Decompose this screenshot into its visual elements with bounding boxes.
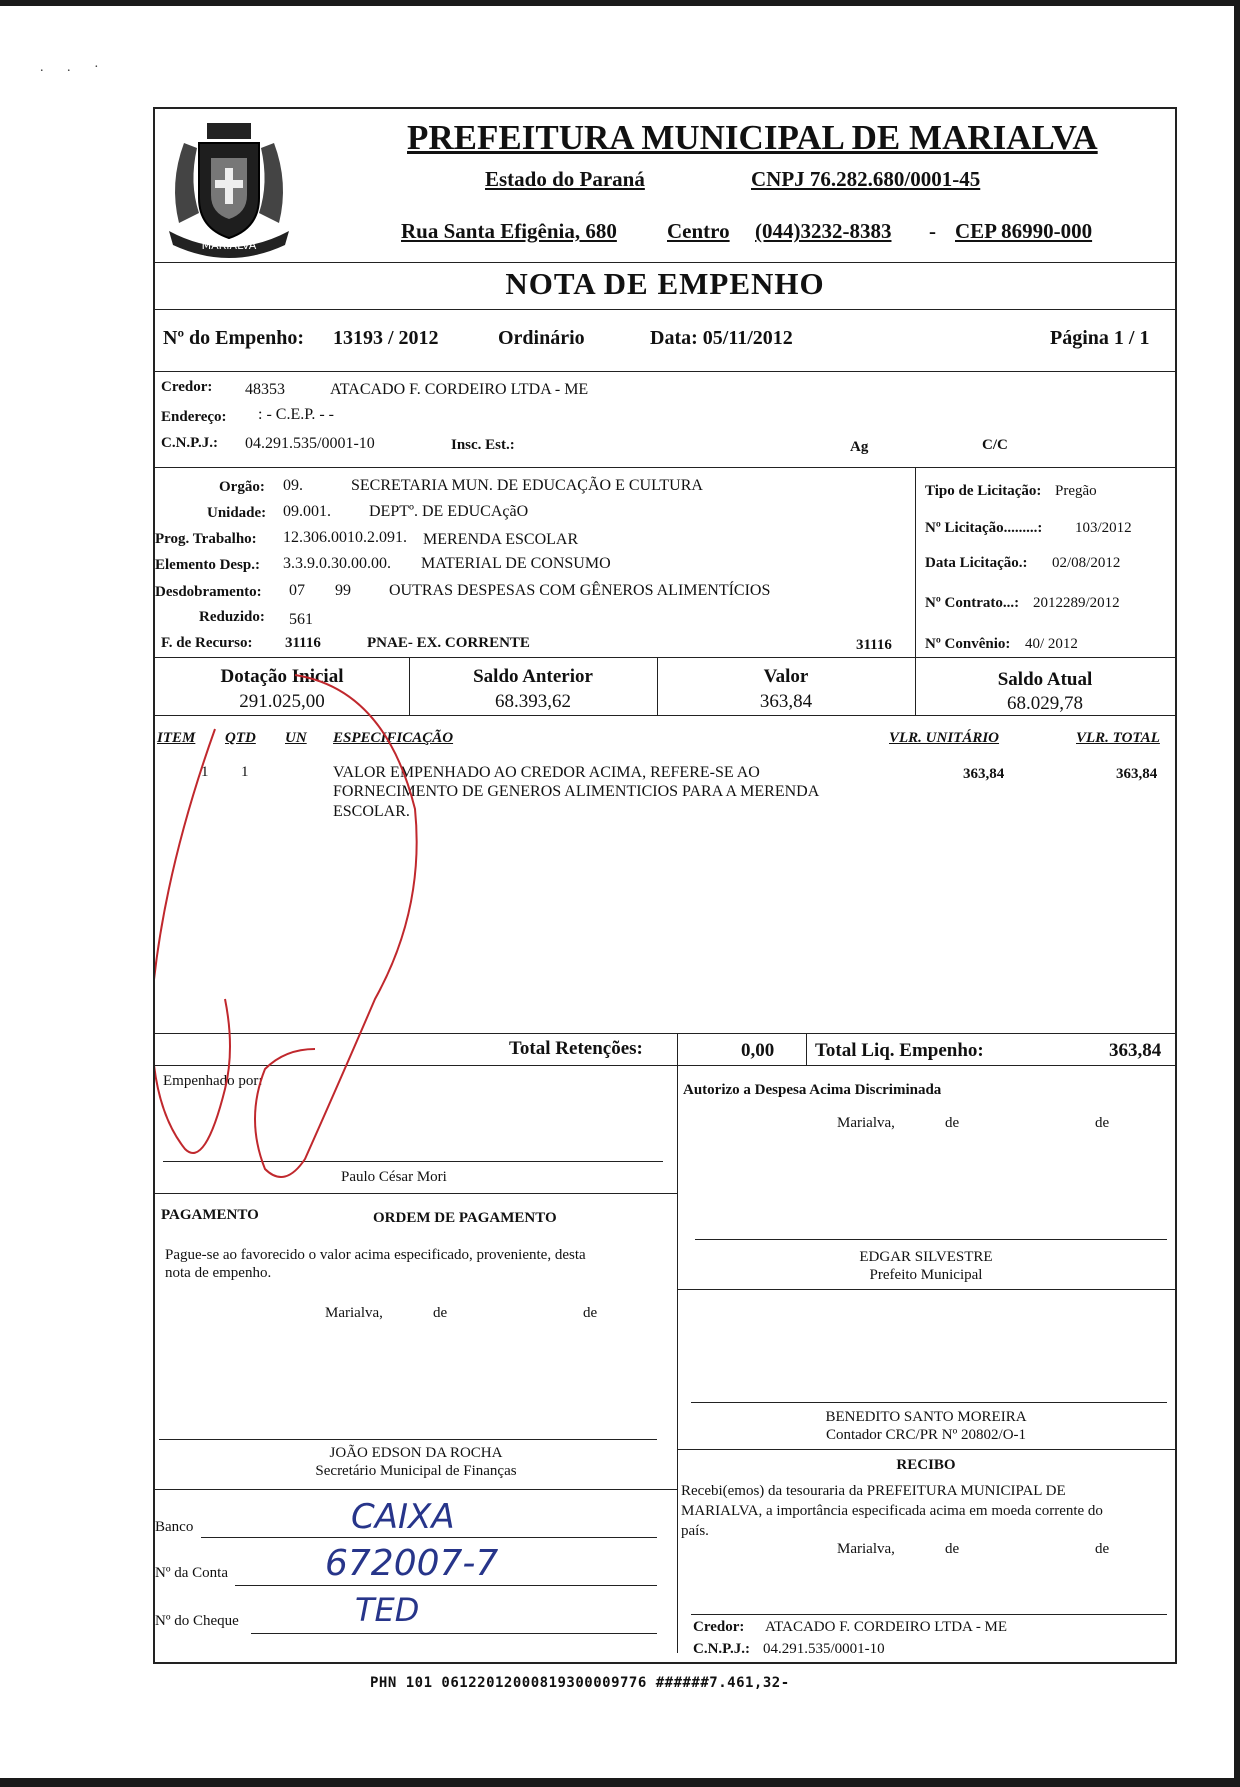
empenho-date: Data: 05/11/2012 — [650, 327, 793, 349]
col-qtd: QTD — [225, 730, 256, 746]
recibo-line1: Recebi(emos) da tesouraria da PREFEITURA MUNICIPAL DE — [681, 1483, 1066, 1499]
recurso-name: PNAE- EX. CORRENTE — [367, 635, 530, 651]
divider-vertical — [677, 1033, 678, 1653]
item-desc-line3: ESCOLAR. — [333, 803, 410, 820]
pagamento-city: Marialva, — [325, 1305, 383, 1321]
cnpj-label: C.N.P.J.: — [161, 435, 218, 451]
saldo-atual-value: 68.029,78 — [1007, 693, 1083, 714]
recibo-credor-name: ATACADO F. CORDEIRO LTDA - ME — [765, 1619, 1008, 1635]
elemento-label: Elemento Desp.: — [155, 557, 260, 573]
elemento-name: MATERIAL DE CONSUMO — [421, 555, 611, 572]
pagamento-de-2: de — [583, 1305, 598, 1321]
recibo-line2: MARIALVA, a importância especificada acima em moeda corrente do — [681, 1503, 1103, 1519]
empenho-label: Nº do Empenho: — [163, 327, 305, 349]
orgao-code: 09. — [283, 477, 303, 494]
empenhado-label: Empenhado por: — [163, 1073, 263, 1089]
header-cep: CEP 86990-000 — [955, 219, 1093, 243]
cc-label: C/C — [982, 437, 1008, 453]
pagamento-label: PAGAMENTO — [161, 1207, 259, 1223]
pagamento-text-line2: nota de empenho. — [165, 1265, 272, 1281]
signature-line — [695, 1239, 1167, 1240]
pagamento-de-1: de — [433, 1305, 448, 1321]
header-cnpj: CNPJ 76.282.680/0001-45 — [751, 167, 981, 191]
total-retencoes-label: Total Retenções: — [509, 1038, 643, 1059]
recibo-de-2: de — [1095, 1541, 1110, 1557]
state-name: Estado do Paraná — [485, 167, 645, 191]
contador-name: BENEDITO SANTO MOREIRA — [825, 1409, 1027, 1425]
insc-est-label: Insc. Est.: — [451, 437, 515, 453]
secretario-name: JOÃO EDSON DA ROCHA — [329, 1445, 503, 1461]
recurso-code-2: 31116 — [856, 637, 892, 653]
credor-name: ATACADO F. CORDEIRO LTDA - ME — [330, 381, 589, 398]
banco-label: Banco — [155, 1519, 194, 1535]
pagamento-text-line1: Pague-se ao favorecido o valor acima especificado, proveniente, desta — [165, 1247, 586, 1263]
data-licitacao-value: 02/08/2012 — [1052, 555, 1121, 571]
signature-line — [691, 1614, 1167, 1615]
saldo-anterior-label: Saldo Anterior — [473, 666, 593, 687]
prefeito-role: Prefeito Municipal — [869, 1267, 983, 1283]
divider — [677, 1449, 1175, 1450]
signature-line — [159, 1439, 657, 1440]
svg-text:MARIALVA: MARIALVA — [201, 239, 257, 252]
saldo-anterior-value: 68.393,62 — [495, 691, 571, 712]
col-item: ITEM — [157, 730, 196, 746]
recibo-cnpj-value: 04.291.535/0001-10 — [763, 1641, 885, 1657]
prog-trabalho-name: MERENDA ESCOLAR — [423, 531, 579, 548]
credor-code: 48353 — [245, 381, 285, 398]
autorizo-label: Autorizo a Despesa Acima Discriminada — [683, 1082, 942, 1098]
document-title: NOTA DE EMPENHO — [505, 266, 825, 301]
num-licitacao-value: 103/2012 — [1075, 520, 1132, 536]
header-district: Centro — [667, 219, 730, 243]
col-especificacao: ESPECIFICAÇÃO — [333, 730, 454, 746]
header-address: Rua Santa Efigênia, 680 — [401, 219, 617, 243]
item-total-value: 363,84 — [1116, 766, 1158, 782]
elemento-code: 3.3.9.0.30.00.00. — [283, 555, 391, 572]
scan-border-right — [1234, 0, 1240, 1787]
autorizo-de-1: de — [945, 1115, 960, 1131]
item-number: 1 — [201, 764, 209, 780]
divider — [155, 657, 1175, 658]
empenhado-signer: Paulo César Mori — [341, 1169, 447, 1185]
conta-handwritten: 672007-7 — [325, 1543, 499, 1584]
scan-specks: . . · — [40, 60, 109, 75]
empenho-number: 13193 / 2012 — [333, 327, 439, 349]
dotacao-inicial-value: 291.025,00 — [239, 691, 325, 712]
endereco-value: : - C.E.P. - - — [258, 406, 334, 423]
ordem-pagamento-label: ORDEM DE PAGAMENTO — [373, 1210, 557, 1226]
total-liq-label: Total Liq. Empenho: — [815, 1040, 984, 1061]
recibo-credor-label: Credor: — [693, 1619, 745, 1635]
scan-border-top — [0, 0, 1240, 6]
ag-label: Ag — [850, 439, 869, 455]
divider — [155, 371, 1175, 372]
municipality-name: PREFEITURA MUNICIPAL DE MARIALVA — [407, 118, 1098, 157]
cheque-line — [251, 1633, 657, 1634]
header-dash: - — [929, 219, 936, 243]
contrato-value: 2012289/2012 — [1033, 595, 1120, 611]
footer-code: PHN 101 06122012000819300009776 ######7.461,32- — [370, 1675, 790, 1691]
item-qtd: 1 — [241, 764, 249, 780]
dotacao-inicial-label: Dotação Inicial — [220, 666, 344, 687]
reduzido-label: Reduzido: — [199, 609, 265, 625]
num-licitacao-label: Nº Licitação.........: — [925, 520, 1043, 536]
convenio-value: 40/ 2012 — [1025, 636, 1078, 652]
recurso-code: 31116 — [285, 635, 321, 651]
total-liq-value: 363,84 — [1109, 1040, 1162, 1061]
endereco-label: Endereço: — [161, 409, 227, 425]
divider — [155, 1489, 677, 1490]
col-vlr-unitario: VLR. UNITÁRIO — [889, 730, 1000, 746]
desdobramento-code2: 99 — [335, 582, 351, 599]
recibo-cnpj-label: C.N.P.J.: — [693, 1641, 750, 1657]
item-desc-line2: FORNECIMENTO DE GENEROS ALIMENTICIOS PARA A MERENDA — [333, 783, 820, 800]
red-pen-signature-icon — [155, 669, 455, 1209]
divider-vertical — [806, 1033, 807, 1065]
col-un: UN — [285, 730, 307, 746]
item-desc-line1: VALOR EMPENHADO AO CREDOR ACIMA, REFERE-SE AO — [333, 764, 760, 781]
unidade-label: Unidade: — [207, 505, 267, 521]
recibo-de-1: de — [945, 1541, 960, 1557]
saldo-atual-label: Saldo Atual — [997, 669, 1093, 690]
recibo-line3: país. — [681, 1523, 709, 1539]
signature-line — [691, 1402, 1167, 1403]
credor-label: Credor: — [161, 379, 213, 395]
divider-vertical — [915, 467, 916, 657]
nota-de-empenho-form — [153, 107, 1177, 1664]
valor-value: 363,84 — [759, 691, 813, 712]
desdobramento-label: Desdobramento: — [155, 584, 262, 600]
total-retencoes-value: 0,00 — [741, 1040, 775, 1061]
orgao-name: SECRETARIA MUN. DE EDUCAÇÃO E CULTURA — [351, 477, 703, 494]
secretario-role: Secretário Municipal de Finanças — [315, 1463, 517, 1479]
municipal-crest-icon — [159, 113, 299, 258]
banco-handwritten: CAIXA — [351, 1497, 455, 1537]
conta-label: Nº da Conta — [155, 1565, 228, 1581]
banco-line — [201, 1537, 657, 1538]
desdobramento-code1: 07 — [289, 582, 305, 599]
desdobramento-name: OUTRAS DESPESAS COM GÊNEROS ALIMENTÍCIOS — [389, 582, 771, 599]
tipo-licitacao-label: Tipo de Licitação: — [925, 483, 1042, 499]
recurso-label: F. de Recurso: — [161, 635, 253, 651]
unidade-code: 09.001. — [283, 503, 331, 520]
item-unit-value: 363,84 — [963, 766, 1005, 782]
cheque-handwritten: TED — [355, 1591, 420, 1629]
divider — [677, 1289, 1175, 1290]
contrato-label: Nº Contrato...: — [925, 595, 1020, 611]
empenho-type: Ordinário — [498, 327, 585, 349]
prog-trabalho-label: Prog. Trabalho: — [155, 531, 257, 547]
convenio-label: Nº Convênio: — [925, 636, 1011, 652]
prefeito-name: EDGAR SILVESTRE — [859, 1249, 993, 1265]
autorizo-city: Marialva, — [837, 1115, 895, 1131]
divider — [155, 262, 1175, 263]
divider — [155, 467, 1175, 468]
cnpj-value: 04.291.535/0001-10 — [245, 435, 375, 452]
col-vlr-total: VLR. TOTAL — [1076, 730, 1160, 746]
scan-border-bottom — [0, 1778, 1240, 1787]
unidade-name: DEPTº. DE EDUCAçãO — [369, 503, 529, 520]
header-phone: (044)3232-8383 — [755, 219, 892, 243]
divider — [155, 309, 1175, 310]
contador-role: Contador CRC/PR Nº 20802/O-1 — [825, 1427, 1027, 1443]
reduzido-value: 561 — [289, 611, 313, 628]
recibo-city: Marialva, — [837, 1541, 895, 1557]
page-number: Página 1 / 1 — [1050, 327, 1150, 349]
cheque-label: Nº do Cheque — [155, 1613, 239, 1629]
prog-trabalho-code: 12.306.0010.2.091. — [283, 529, 407, 546]
valor-label: Valor — [763, 666, 809, 687]
data-licitacao-label: Data Licitação.: — [925, 555, 1028, 571]
autorizo-de-2: de — [1095, 1115, 1110, 1131]
orgao-label: Orgão: — [219, 479, 265, 495]
tipo-licitacao-value: Pregão — [1055, 483, 1097, 499]
conta-line — [235, 1585, 657, 1586]
recibo-title: RECIBO — [896, 1457, 956, 1473]
